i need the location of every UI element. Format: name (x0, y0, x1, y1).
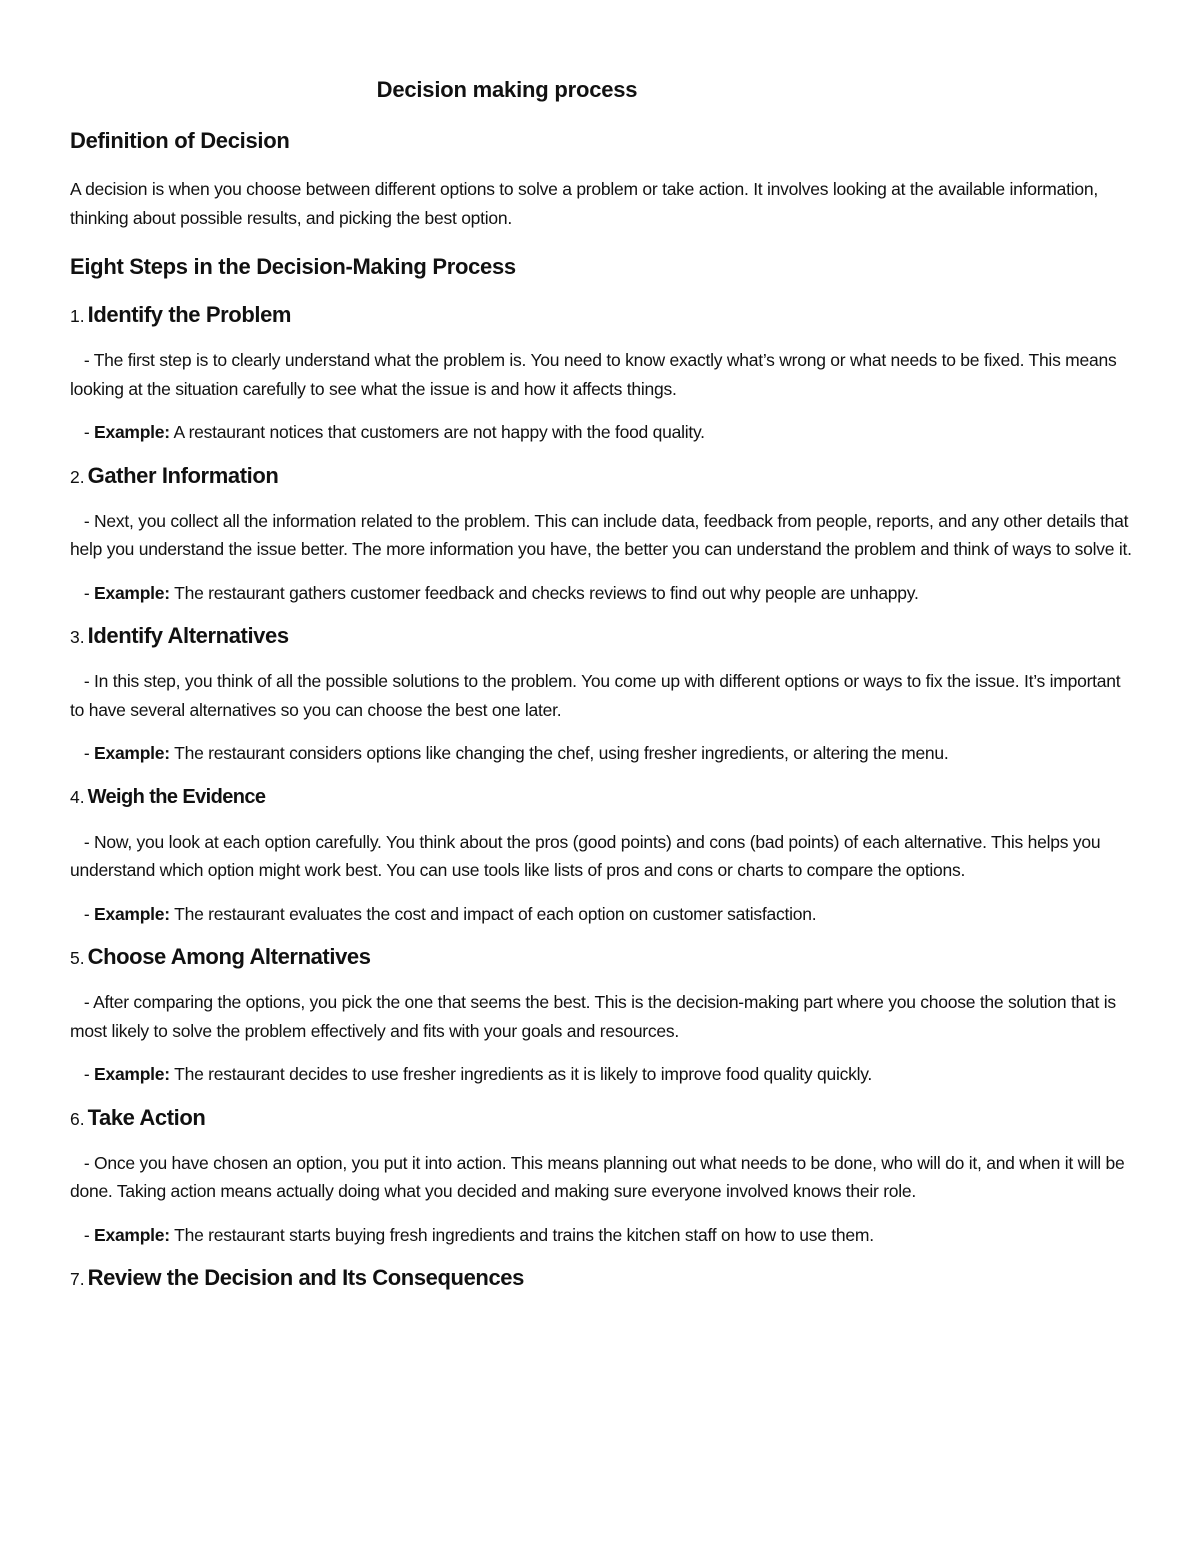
step-number: 6. (70, 1108, 85, 1129)
step-title: Take Action (87, 1104, 206, 1130)
step-heading (70, 783, 1132, 811)
step-number: 1. (70, 306, 85, 326)
step-example: - Example: The restaurant gathers customer feedback and checks reviews to find out why people are unhappy. (70, 582, 919, 603)
step-description: - Now, you look at each option carefully. You think about the pros (good points) and cons (bad points) of each alternative. This helps you understand which option might work best. You can use tools like lists of pros and cons or charts to compare the options. (70, 831, 1105, 880)
step-example: - Example: A restaurant notices that customers are not happy with the food quality. (70, 422, 705, 442)
step-title: Gather Information (87, 462, 279, 488)
definition-text: A decision is when you choose between different options to solve a problem or take action. It involves looking at the available information, thinking about possible results, and picking the best option. (70, 179, 1098, 228)
steps-heading: Eight Steps in the Decision-Making Process (70, 254, 516, 279)
step-title: Choose Among Alternatives (87, 944, 371, 969)
document-body (70, 127, 1132, 1309)
document-title: Decision making process (376, 77, 638, 102)
step-description: - After comparing the options, you pick the one that seems the best. This is the decision-making part where you choose the solution that is most likely to solve the problem effectively and fits with your goals and resources. (70, 992, 1121, 1041)
step-number: 7. (70, 1269, 85, 1289)
step-description: - Once you have chosen an option, you put it into action. This means planning out what needs to be done, who will do it, and when it will be done. Taking action means actually doing what you decided and making sure everyone involved knows their role. (70, 1152, 1130, 1201)
step-number: 2. (70, 466, 85, 487)
step-example: - Example: The restaurant considers options like changing the chef, using fresher ingredients, or altering the menu. (70, 743, 949, 763)
step-description: - Next, you collect all the information related to the problem. This can include data, feedback from people, reports, and any other details that help you understand the issue better. The more information you have, the better you can understand the problem and think of ways to solve it. (70, 510, 1133, 559)
step-title: Identify the Problem (87, 302, 292, 327)
step-heading (70, 1264, 1132, 1292)
example-label: Example: (94, 903, 170, 924)
step-number: 5. (70, 948, 85, 968)
step-number: 4. (70, 786, 85, 807)
step-5 (70, 943, 1132, 1089)
step-title: Weigh the Evidence (87, 785, 266, 808)
step-heading (70, 301, 1132, 329)
step-3 (70, 622, 1132, 768)
step-6 (70, 1104, 1132, 1250)
step-1 (70, 301, 1132, 447)
step-example: - Example: The restaurant decides to use fresher ingredients as it is likely to improve food quality quickly. (70, 1064, 873, 1084)
example-label: Example: (94, 1064, 170, 1084)
step-description: - The first step is to clearly understand what the problem is. You need to know exactly what’s wrong or what needs to be fixed. This means looking at the situation carefully to see what the issue is and how it affects things. (70, 350, 1122, 399)
step-2 (70, 462, 1132, 608)
example-label: Example: (94, 422, 170, 442)
step-heading (70, 462, 1132, 490)
step-title: Review the Decision and Its Consequences (87, 1265, 524, 1290)
step-number: 3. (70, 627, 85, 647)
step-example: - Example: The restaurant starts buying fresh ingredients and trains the kitchen staff on how to use them. (70, 1224, 874, 1245)
example-label: Example: (94, 582, 170, 603)
step-7 (70, 1264, 1132, 1292)
definition-heading: Definition of Decision (70, 128, 290, 153)
example-label: Example: (94, 743, 170, 763)
example-label: Example: (94, 1224, 170, 1245)
step-heading (70, 622, 1132, 650)
step-description: - In this step, you think of all the possible solutions to the problem. You come up with different options or ways to fix the issue. It’s important to have several alternatives so you can choose the best one later. (70, 671, 1125, 720)
step-heading (70, 943, 1132, 971)
step-title: Identify Alternatives (87, 623, 289, 648)
step-example: - Example: The restaurant evaluates the cost and impact of each option on customer satisfaction. (70, 903, 817, 924)
step-4 (70, 783, 1132, 929)
step-heading (70, 1104, 1132, 1132)
